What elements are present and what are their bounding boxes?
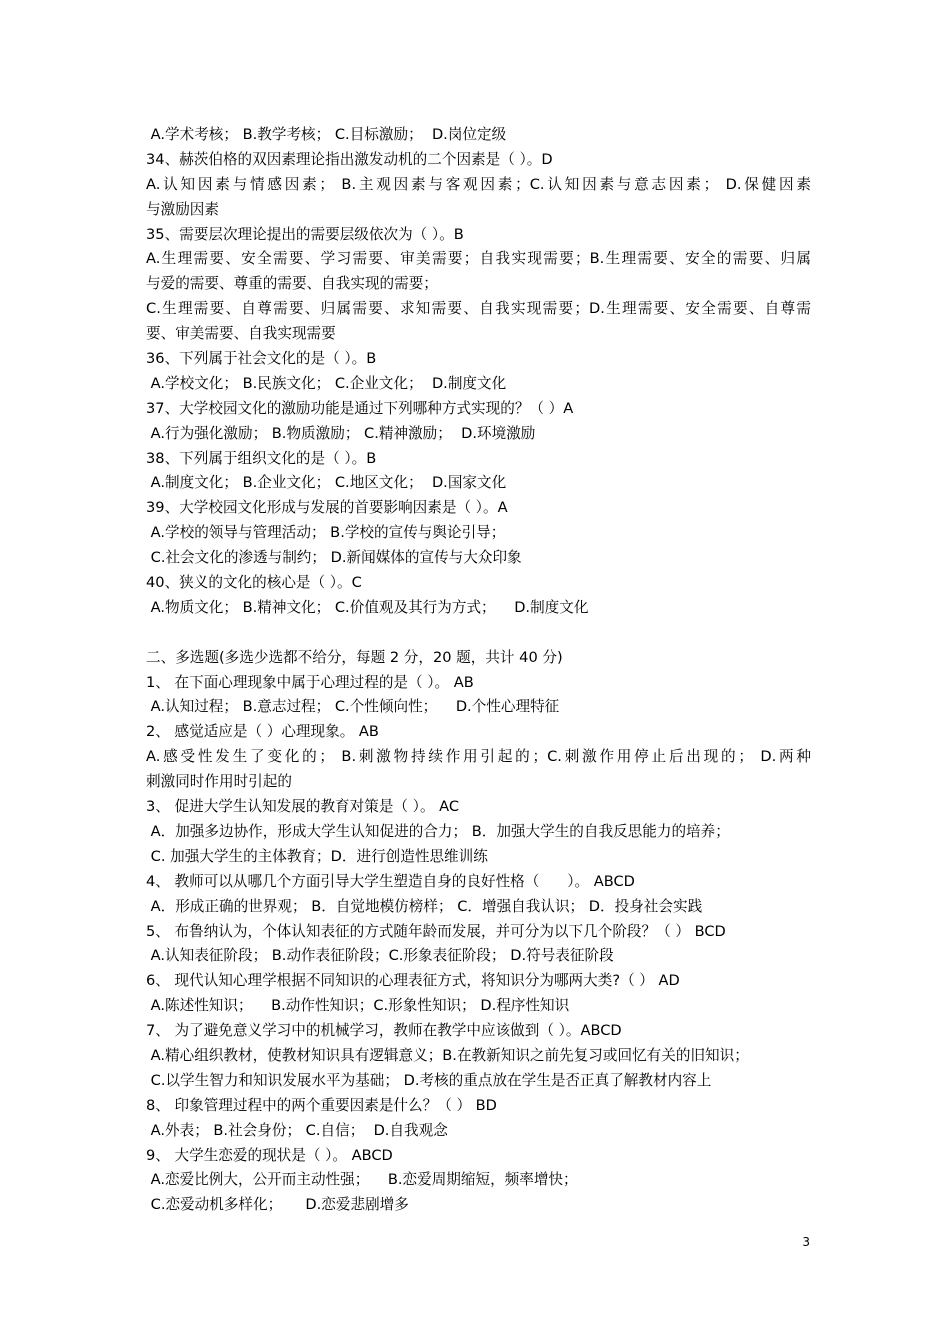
text-line: 与爱的需要、尊重的需要、自我实现的需要； — [146, 275, 438, 293]
text-line: A.恋爱比例大，公开而主动性强； B.恋爱周期缩短，频率增快； — [146, 1171, 578, 1189]
text-line: 36、下列属于社会文化的是（ ）。B — [146, 350, 377, 368]
text-line: 5、 布鲁纳认为，个体认知表征的方式随年龄而发展，并可分为以下几个阶段？（ ） BCD — [146, 922, 726, 940]
text-line: 刺激同时作用时引起的 — [146, 773, 292, 791]
text-line: A.行为强化激励； B.物质激励； C.精神激励； D.环境激励 — [146, 424, 536, 442]
text-line: A.学术考核； B.教学考核； C.目标激励； D.岗位定级 — [146, 126, 507, 143]
text-line: A.学校文化； B.民族文化； C.企业文化； D.制度文化 — [146, 374, 507, 392]
text-line: A.陈述性知识； B.动作性知识；C.形象性知识； D.程序性知识 — [146, 997, 570, 1015]
text-line: 6、 现代认知心理学根据不同知识的心理表征方式，将知识分为哪两大类?（ ） AD — [146, 972, 680, 990]
text-line: A.认知因素与情感因素； B.主观因素与客观因素；C.认知因素与意志因素； D.保健因素 — [146, 175, 811, 193]
text-line: 1、 在下面心理现象中属于心理过程的是（ ）。 AB — [146, 673, 474, 691]
text-line: 8、 印象管理过程中的两个重要因素是什么？（ ） BD — [146, 1096, 497, 1114]
text-line: A.感受性发生了变化的； B.刺激物持续作用引起的；C.刺激作用停止后出现的； D.两种 — [146, 748, 811, 766]
text-line: 38、下列属于组织文化的是（ ）。B — [146, 449, 377, 467]
text-line: C.恋爱动机多样化； D.恋爱悲剧增多 — [146, 1196, 409, 1214]
text-line: 与激励因素 — [146, 200, 219, 218]
text-line: 2、 感觉适应是（ ）心理现象。 AB — [146, 723, 379, 741]
text-line: 39、大学校园文化形成与发展的首要影响因素是（ ）。A — [146, 499, 508, 517]
text-line: C.以学生智力和知识发展水平为基础； D.考核的重点放在学生是否正真了解教材内容上 — [146, 1071, 712, 1089]
text-line: 7、 为了避免意义学习中的机械学习，教师在教学中应该做到（ ）。ABCD — [146, 1022, 622, 1040]
text-line: C.生理需要、自尊需要、归属需要、求知需要、自我实现需要；D.生理需要、安全需要、自尊需 — [146, 300, 811, 318]
text-line: A.物质文化； B.精神文化； C.价值观及其行为方式； D.制度文化 — [146, 598, 589, 616]
text-line: A.生理需要、安全需要、学习需要、审美需要；自我实现需要；B.生理需要、安全的需要、归属 — [146, 250, 811, 268]
text-line: A.外表； B.社会身份； C.自信； D.自我观念 — [146, 1121, 448, 1139]
text-line: C.社会文化的渗透与制约； D.新闻媒体的宣传与大众印象 — [146, 549, 522, 567]
text-line: A.认知表征阶段； B.动作表征阶段；C.形象表征阶段； D.符号表征阶段 — [146, 947, 614, 965]
text-line: 3、 促进大学生认知发展的教育对策是（ ）。 AC — [146, 798, 460, 816]
blank-line — [146, 621, 811, 646]
text-line: 二、多选题(多选少选都不给分，每题 2 分，20 题，共计 40 分) — [146, 648, 563, 666]
text-line: 34、赫茨伯格的双因素理论指出激发动机的二个因素是（ ）。D — [146, 150, 553, 168]
text-line: A.精心组织教材，使教材知识具有逻辑意义；B.在教新知识之前先复习或回忆有关的旧知识； — [146, 1046, 749, 1064]
text-line: A．加强多边协作，形成大学生认知促进的合力； B．加强大学生的自我反思能力的培养； — [146, 822, 730, 840]
text-line: 40、狭义的文化的核心是（ ）。C — [146, 574, 362, 592]
text-line: C. 加强大学生的主体教育；D．进行创造性思维训练 — [146, 847, 488, 865]
text-line: A.认知过程； B.意志过程； C.个性倾向性； D.个性心理特征 — [146, 698, 560, 716]
text-line: 4、 教师可以从哪几个方面引导大学生塑造自身的良好性格（ ）。 ABCD — [146, 872, 635, 890]
text-line: 37、大学校园文化的激励功能是通过下列哪种方式实现的？（ ）A — [146, 399, 574, 417]
text-line: A.学校的领导与管理活动； B.学校的宣传与舆论引导； — [146, 524, 506, 542]
text-line: A．形成正确的世界观； B．自觉地模仿榜样； C．增强自我认识； D．投身社会实践 — [146, 897, 703, 915]
text-line: 35、需要层次理论提出的需要层级依次为（ ）。B — [146, 225, 464, 243]
text-line: 9、 大学生恋爱的现状是（ ）。 ABCD — [146, 1146, 393, 1164]
document-body — [146, 123, 811, 1218]
page-number: 3 — [802, 1235, 810, 1249]
text-line: A.制度文化； B.企业文化； C.地区文化； D.国家文化 — [146, 474, 507, 492]
text-line: 要、审美需要、自我实现需要 — [146, 325, 336, 343]
